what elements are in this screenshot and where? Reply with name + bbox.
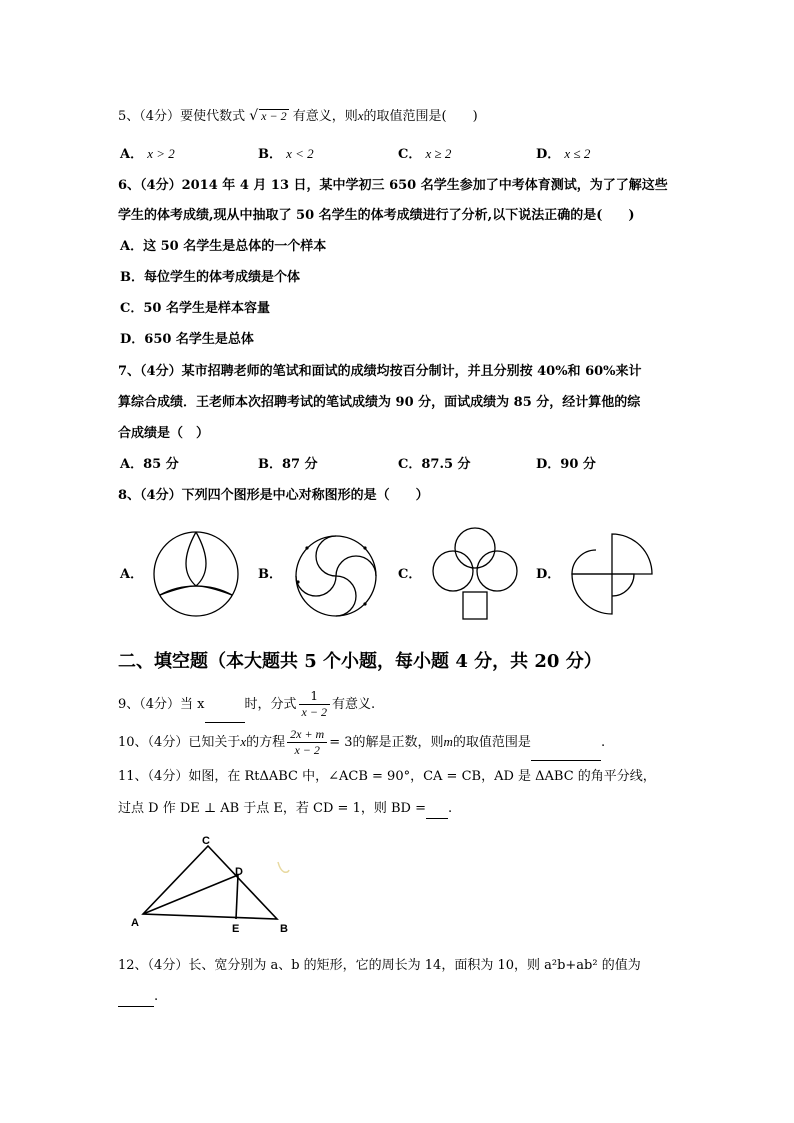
q11-line2: 过点 D 作 DE ⊥ AB 于点 E，若 CD = 1，则 BD = . (118, 800, 452, 819)
q9-stem: 9、（4分）当 x 时，分式 $\frac{1}{x - 2}$ 有意义. (118, 688, 375, 723)
q11-label-e: E (232, 923, 240, 935)
q6-option-b: B．每位学生的体考成绩是个体 (120, 270, 300, 285)
q5-stem (118, 107, 478, 126)
q10-stem: 10、（4分）已知关于x的方程 $\frac{2x + m}{x - 2}$ = 3的解是正数，则m的取值范围是 . (118, 725, 605, 761)
q6-line2: 学生的体考成绩,现从中抽取了 50 名学生的体考成绩进行了分析,以下说法正确的是( ) (118, 208, 635, 223)
q5-text-b: 有意义，则 (292, 109, 358, 124)
q9-fraction: $\frac{1}{x - 2}$ (299, 689, 330, 720)
q10-answer-blank[interactable] (531, 726, 601, 761)
q8-stem: 8、（4分）下列四个图形是中心对称图形的是（ ） (118, 488, 429, 503)
q8-figure-c (430, 526, 520, 622)
q5-option-c: C． x ≥ 2 (398, 146, 452, 162)
section-2-title: 二、填空题（本大题共 5 个小题，每小题 4 分，共 20 分） (118, 651, 602, 672)
q7-line3: 合成绩是（ ） (118, 426, 210, 441)
q5-text-c: 的取值范围是( ) (363, 109, 478, 124)
q6-option-d: D．650 名学生是总体 (120, 332, 254, 347)
q8-label-d: D． (536, 567, 561, 582)
q11-label-d: D (235, 866, 243, 878)
q11-answer-blank[interactable] (426, 800, 448, 819)
q8-figure-d (568, 530, 656, 616)
stray-mark (272, 858, 292, 878)
q8-figure-b (292, 532, 380, 620)
q11-label-b: B (280, 923, 288, 935)
q7-option-b: B．87 分 (258, 457, 318, 472)
q5-var: x (357, 108, 364, 123)
q10-fraction: $\frac{2x + m}{x - 2}$ (287, 727, 327, 758)
q12-line1: 12、（4分）长、宽分别为 a、b 的矩形，它的周长为 14，面积为 10，则 a²b+ab² 的值为 (118, 958, 641, 973)
q12-answer-blank[interactable] (118, 988, 154, 1007)
q5-option-b: B． x < 2 (258, 146, 314, 162)
q5-option-d: D． x ≤ 2 (536, 146, 591, 162)
q7-line1: 7、（4分）某市招聘老师的笔试和面试的成绩均按百分制计，并且分别按 40%和 60%来计 (118, 364, 642, 379)
q5-text-a: 要使代数式 (180, 109, 246, 124)
sqrt-symbol: √ (249, 108, 259, 124)
q7-option-c: C．87.5 分 (398, 457, 471, 472)
q5-number: 5、 (118, 109, 140, 124)
q6-line1: 6、（4分）2014 年 4 月 13 日，某中学初三 650 名学生参加了中考体育测试，为了了解这些 (118, 178, 668, 193)
q11-triangle-figure (124, 833, 304, 937)
q6-option-a: A．这 50 名学生是总体的一个样本 (120, 239, 327, 254)
q8-label-b: B． (258, 567, 282, 582)
q7-option-d: D．90 分 (536, 457, 596, 472)
q7-line2: 算综合成绩．王老师本次招聘考试的笔试成绩为 90 分，面试成绩为 85 分，经计算他的综 (118, 395, 641, 410)
q12-line2: . (118, 988, 158, 1007)
q11-label-c: C (202, 835, 210, 847)
q8-label-a: A． (120, 567, 144, 582)
q8-figure-a (150, 528, 242, 620)
q6-option-c: C．50 名学生是样本容量 (120, 301, 270, 316)
q5-score: （4分） (139, 109, 181, 124)
q5-option-a: A． x > 2 (120, 146, 175, 162)
q7-option-a: A．85 分 (120, 457, 179, 472)
q11-label-a: A (131, 917, 139, 929)
q9-answer-blank[interactable] (205, 688, 245, 723)
q5-radicand: x − 2 (261, 109, 287, 123)
q8-label-c: C． (398, 567, 422, 582)
q11-line1: 11、（4分）如图，在 RtΔABC 中，∠ACB = 90°，CA = CB，AD 是 ΔABC 的角平分线， (118, 769, 656, 784)
